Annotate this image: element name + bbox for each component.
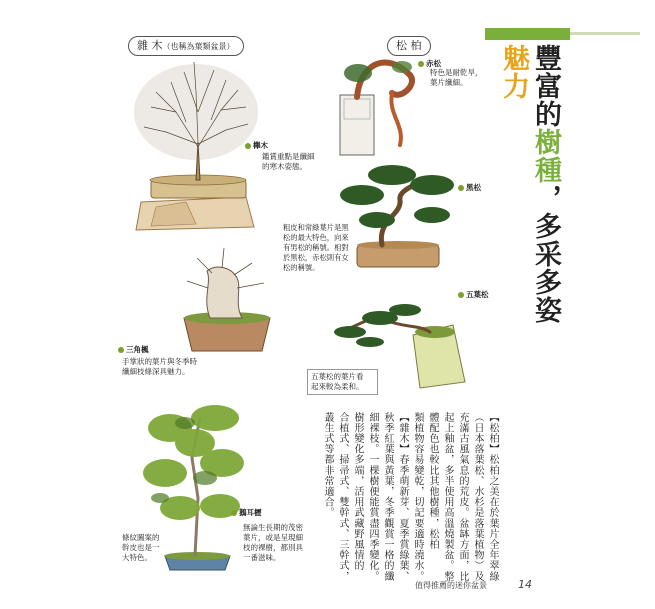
- pine-note-line1: 粗皮和常綠葉片是黑: [283, 223, 349, 232]
- juniper-caption-line1: 特色是耐乾旱，: [430, 68, 483, 77]
- hornbeam-caption-right-line3: 枝的裸樹，都別具: [243, 543, 303, 552]
- body-line-1: 【松柏】松柏之美在於葉片全年翠綠: [487, 412, 498, 582]
- bullet-icon: [118, 347, 124, 353]
- bullet-icon: [458, 292, 464, 298]
- white-pine-caption-line1: 五葉松的葉片看: [311, 372, 364, 381]
- zelkova-caption-line2: 的寒木姿態。: [262, 162, 307, 171]
- hornbeam-caption-right-line4: 一番滋味。: [243, 553, 281, 562]
- hornbeam-label: [231, 507, 262, 518]
- body-line-6: 類植物容易變乾，切記要適時澆水。: [412, 412, 423, 582]
- hornbeam-caption-right-line1: 無論生長期的茂密: [243, 523, 303, 532]
- bullet-icon: [418, 61, 424, 67]
- pine-note-line2: 松的最大特色，向來: [283, 233, 349, 242]
- footer-title: 值得推薦的迷你盆景: [415, 581, 487, 590]
- trident-maple-caption-line2: 纖細枝條深具魅力。: [122, 367, 190, 376]
- juniper-illustration: [330, 45, 425, 165]
- headline-part3: ，多采多姿: [530, 184, 561, 324]
- hornbeam-caption-left-line1: 條紋圖案的: [122, 533, 160, 542]
- juniper-name: 赤松: [426, 59, 441, 68]
- headline-part2: 樹種: [530, 128, 561, 184]
- body-line-5: 體配色也較比其他樹種，松柏: [427, 412, 438, 550]
- white-pine-caption: [307, 369, 378, 395]
- zelkova-caption-line1: 鑑賞重點是纖細: [262, 152, 315, 161]
- black-pine-label: [458, 182, 481, 193]
- header-bar-shadow: [570, 32, 640, 35]
- hornbeam-caption-right: [243, 523, 321, 563]
- zelkova-label: [245, 140, 268, 151]
- header-bar: [485, 28, 570, 40]
- body-line-9: 細裸枝。一棵樹便能賞盡四季變化。: [367, 412, 378, 582]
- black-pine-name: 黑松: [466, 183, 481, 192]
- hornbeam-caption-right-line2: 葉片，或是呈現細: [243, 533, 303, 542]
- body-line-7: 【雜木】春季萌新芽、夏季賞綠葉、: [397, 412, 408, 582]
- page-number: 14: [518, 578, 532, 591]
- white-pine-caption-line2: 起來較為柔和。: [311, 382, 364, 391]
- white-pine-label: [458, 289, 489, 300]
- hornbeam-name: 鵝耳櫪: [239, 508, 262, 517]
- body-line-12: 叢生式等都非常適合。: [322, 412, 333, 518]
- body-line-3: 充滿古風氣息的荒皮。盆缽方面，比: [457, 412, 468, 582]
- headline-part4: 魅力: [498, 44, 529, 100]
- zelkova-name: 櫸木: [253, 141, 268, 150]
- bullet-icon: [458, 185, 464, 191]
- juniper-caption: [430, 68, 500, 88]
- hornbeam-caption-left-line3: 大特色。: [122, 553, 152, 562]
- headline-part1: 豐富的: [530, 44, 561, 128]
- section-deciduous-title: 雜 木: [137, 39, 163, 52]
- juniper-caption-line2: 葉片纖細。: [430, 78, 468, 87]
- section-deciduous-subtitle: （也稱為葉類盆景）: [162, 42, 235, 51]
- body-line-4: 起上釉盆，多半使用高溫燒製盆。整: [442, 412, 453, 582]
- bullet-icon: [245, 143, 251, 149]
- body-line-11: 合植式、掃帚式、雙幹式、三幹式，: [337, 412, 348, 582]
- trident-maple-caption-line1: 手掌狀的葉片與冬季時: [122, 357, 197, 366]
- pine-note-line5: 松的稱號。: [283, 263, 320, 272]
- trident-maple-illustration: [172, 243, 282, 355]
- body-line-2: （日本落葉松、水杉是落葉植物）及: [472, 412, 483, 582]
- page-headline: [497, 44, 561, 344]
- hornbeam-caption-left-line2: 幹皮也是一: [122, 543, 160, 552]
- body-line-10: 樹形變化多端，活用武藏野風情的: [352, 412, 363, 571]
- trident-maple-name: 三角楓: [126, 345, 149, 354]
- body-line-8: 秋季紅葉與黃葉，冬季觀賞一格的纖: [382, 412, 393, 582]
- trident-maple-label: [118, 344, 149, 355]
- white-pine-name: 五葉松: [466, 290, 489, 299]
- section-pines-title: 松 柏: [396, 39, 422, 52]
- hornbeam-caption-left: [122, 533, 174, 563]
- pine-note-line4: 於黑松，赤松則有女: [283, 253, 349, 262]
- pine-note-line3: 有男松的稱號。相對: [283, 243, 349, 252]
- bullet-icon: [231, 510, 237, 516]
- trident-maple-caption: [122, 357, 222, 377]
- body-text: [322, 412, 500, 584]
- pine-note: [283, 223, 365, 273]
